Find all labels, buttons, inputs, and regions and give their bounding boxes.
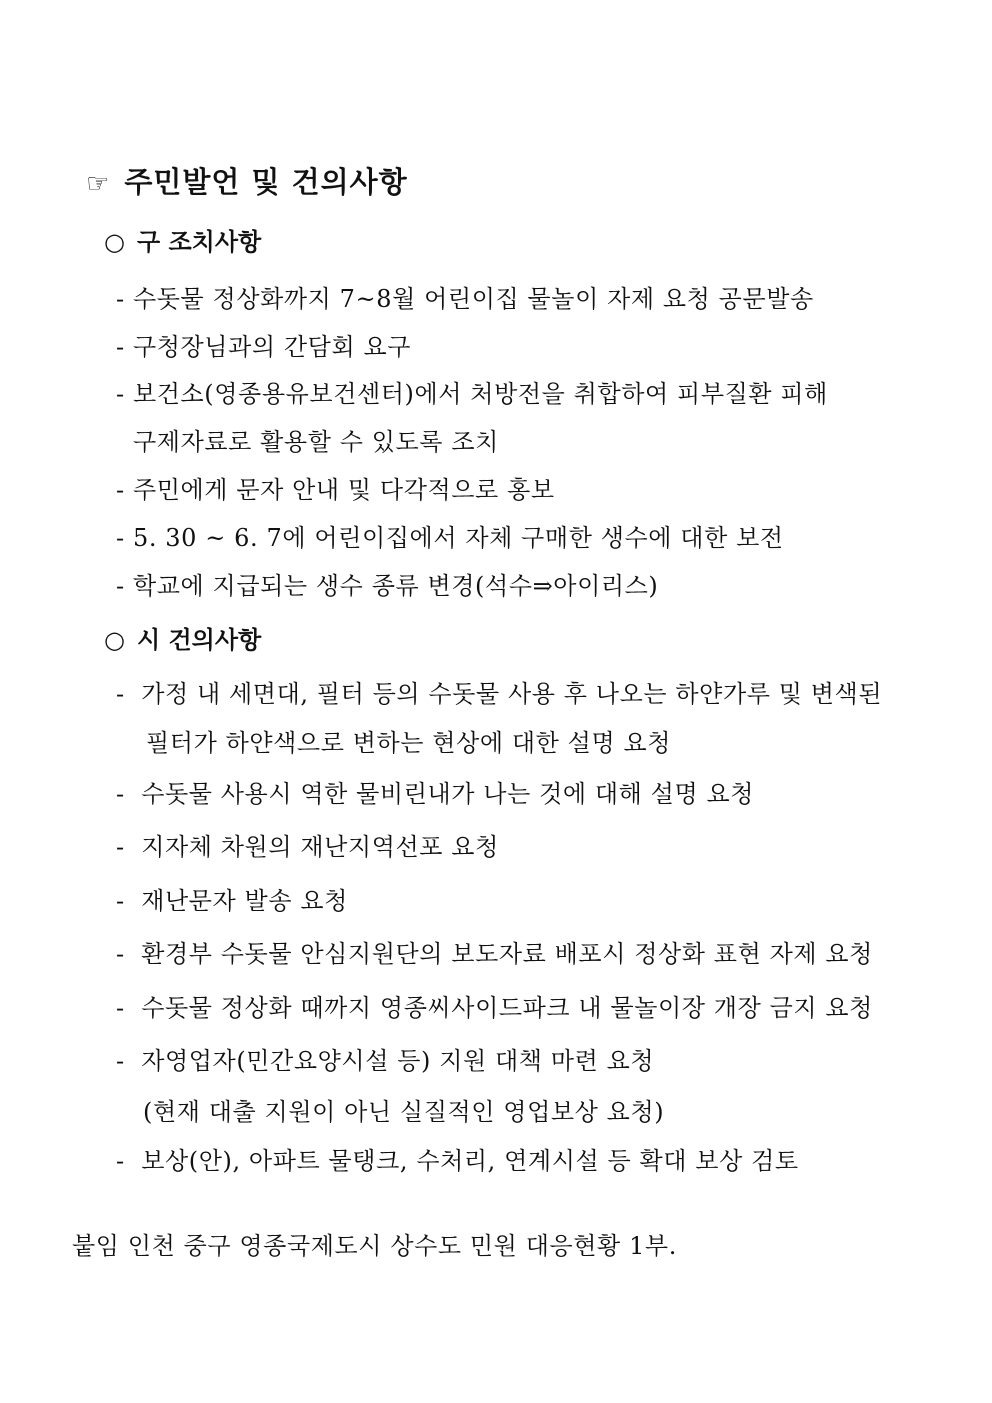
dash-bullet: - <box>116 887 125 915</box>
list-item-text: 수돗물 정상화까지 7~8월 어린이집 물놀이 자제 요청 공문발송 <box>132 285 814 313</box>
dash-bullet: - <box>116 285 125 313</box>
dash-bullet: - <box>116 780 125 808</box>
list-item-text: 보건소(영종용유보건센터)에서 처방전을 취합하여 피부질환 피해 <box>132 380 828 408</box>
list-item-text: 구제자료로 활용할 수 있도록 조치 <box>133 428 499 456</box>
section-title: 시 건의사항 <box>136 626 262 654</box>
list-item-continuation <box>146 723 671 758</box>
list-item-text: 수돗물 정상화 때까지 영종씨사이드파크 내 물놀이장 개장 금지 요청 <box>141 994 873 1022</box>
list-item <box>116 279 814 314</box>
list-item <box>116 674 882 709</box>
list-item <box>116 374 828 409</box>
heading-title: 주민발언 및 건의사항 <box>124 165 408 199</box>
list-item <box>116 1041 654 1076</box>
list-item-text: 필터가 하얀색으로 변하는 현상에 대한 설명 요청 <box>146 729 672 757</box>
list-item-text: 가정 내 세면대, 필터 등의 수돗물 사용 후 나오는 하얀가루 및 변색된 <box>141 680 883 708</box>
list-item-continuation <box>133 422 499 457</box>
dash-bullet: - <box>116 940 125 968</box>
pointing-hand-icon: ☞ <box>86 169 111 199</box>
list-item-text: 5. 30 ~ 6. 7에 어린이집에서 자체 구매한 생수에 대한 보전 <box>132 524 784 552</box>
dash-bullet: - <box>116 833 125 861</box>
list-item <box>116 327 411 362</box>
dash-bullet: - <box>116 380 125 408</box>
page-heading <box>86 160 408 201</box>
dash-bullet: - <box>116 333 125 361</box>
list-item-text: 보상(안), 아파트 물탱크, 수처리, 연계시설 등 확대 보상 검토 <box>141 1147 799 1175</box>
list-item-continuation <box>143 1092 664 1127</box>
list-item-text: 주민에게 문자 안내 및 다각적으로 홍보 <box>132 476 555 504</box>
list-item-text: 수돗물 사용시 역한 물비린내가 나는 것에 대해 설명 요청 <box>141 780 755 808</box>
section-district-measures <box>104 222 261 257</box>
list-item <box>116 518 784 553</box>
attachment-note: 붙임 인천 중구 영종국제도시 상수도 민원 대응현황 1부. <box>72 1232 677 1260</box>
dash-bullet: - <box>116 476 125 504</box>
section-title: 구 조치사항 <box>136 228 262 256</box>
list-item <box>116 470 555 505</box>
dash-bullet: - <box>116 1047 125 1075</box>
list-item-text: 학교에 지급되는 생수 종류 변경(석수⇒아이리스) <box>132 572 659 600</box>
list-item <box>116 881 348 916</box>
list-item <box>116 934 873 969</box>
list-item-text: 구청장님과의 간담회 요구 <box>132 333 412 361</box>
circle-bullet-icon: ○ <box>104 228 125 256</box>
list-item-text: 재난문자 발송 요청 <box>141 887 348 915</box>
dash-bullet: - <box>116 524 125 552</box>
list-item <box>116 774 754 809</box>
list-item <box>116 827 499 862</box>
dash-bullet: - <box>116 994 125 1022</box>
dash-bullet: - <box>116 1147 125 1175</box>
dash-bullet: - <box>116 572 125 600</box>
dash-bullet: - <box>116 680 125 708</box>
list-item <box>116 1141 799 1176</box>
circle-bullet-icon: ○ <box>104 626 125 654</box>
list-item <box>116 566 658 601</box>
section-city-requests <box>104 620 261 655</box>
list-item-text: 지자체 차원의 재난지역선포 요청 <box>141 833 499 861</box>
list-item <box>116 988 873 1023</box>
list-item-text: 자영업자(민간요양시설 등) 지원 대책 마련 요청 <box>141 1047 655 1075</box>
list-item-text: (현재 대출 지원이 아닌 실질적인 영업보상 요청) <box>143 1098 665 1126</box>
list-item-text: 환경부 수돗물 안심지원단의 보도자료 배포시 정상화 표현 자제 요청 <box>141 940 873 968</box>
